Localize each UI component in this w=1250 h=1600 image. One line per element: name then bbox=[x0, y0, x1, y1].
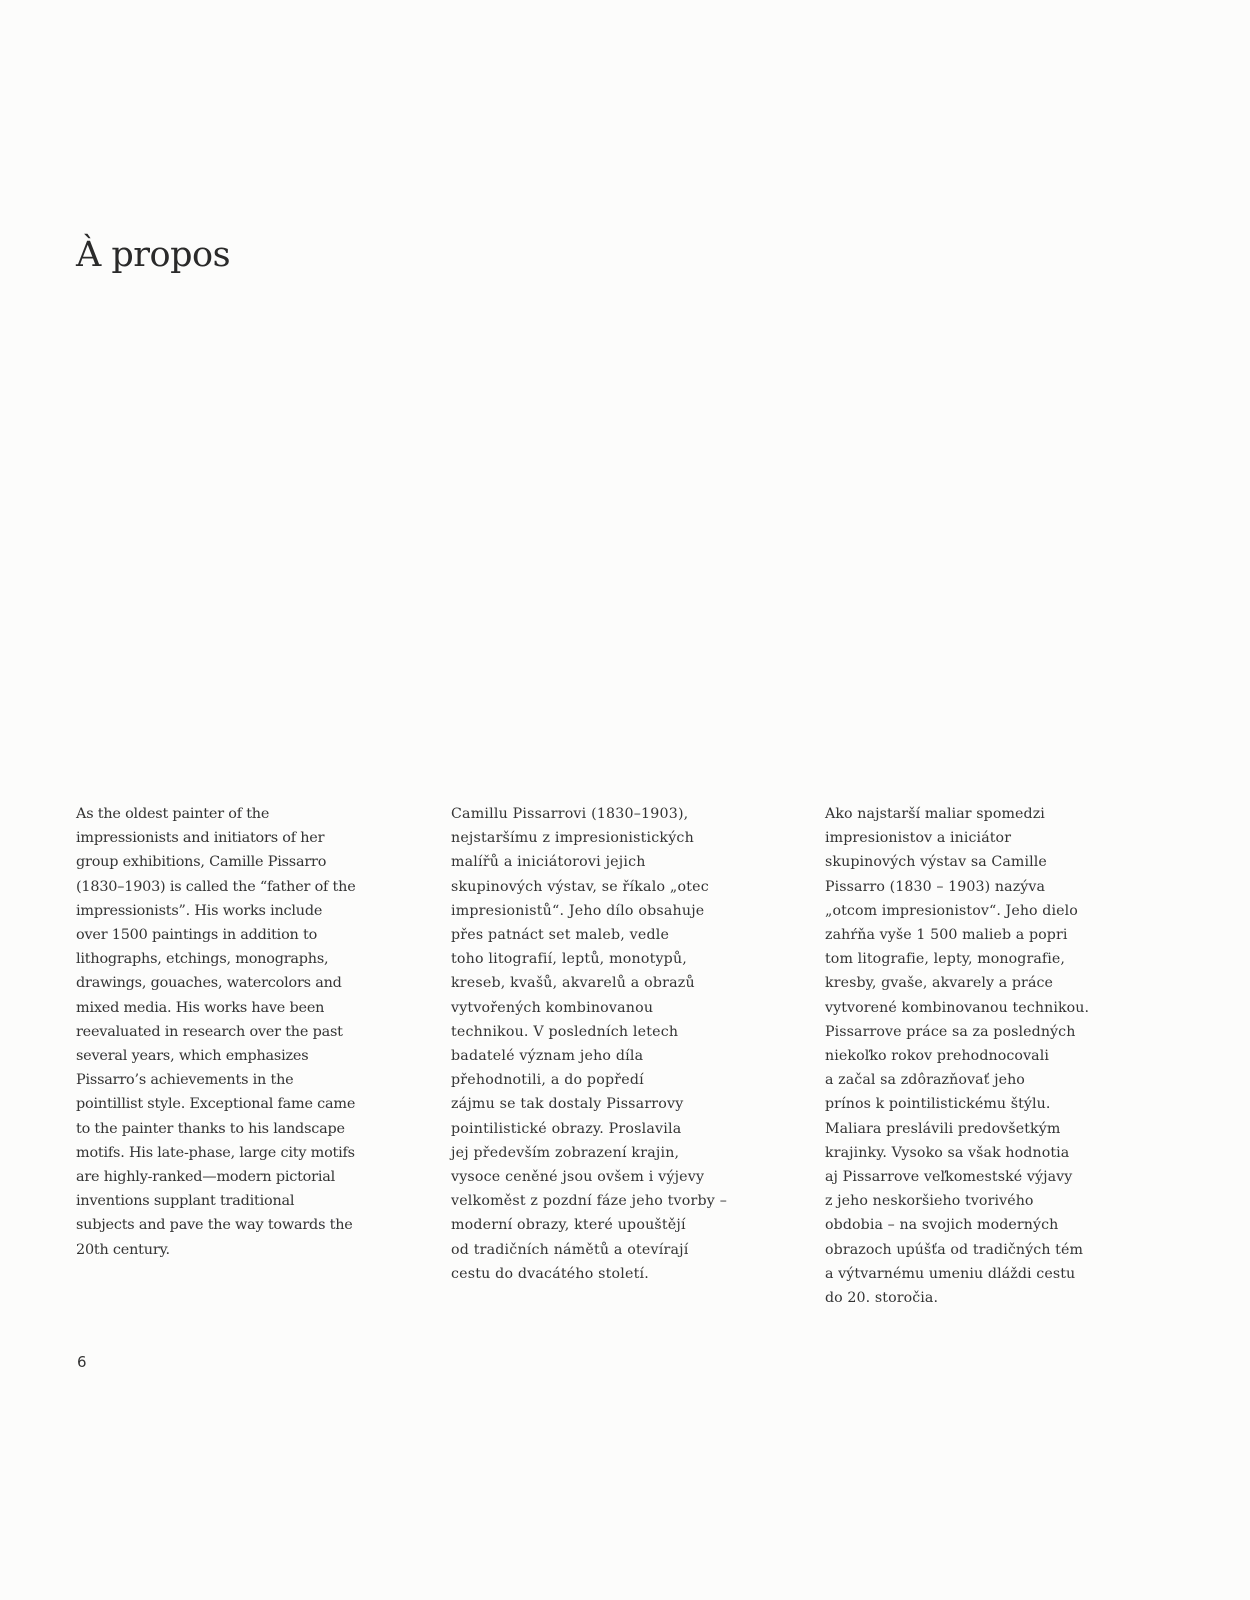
text-line: Pissarro (1830 – 1903) nazýva bbox=[825, 878, 1046, 895]
page-title: À propos bbox=[76, 235, 231, 275]
text-line: impresionistov a iniciátor bbox=[825, 830, 1012, 847]
text-line: group exhibitions, Camille Pissarro bbox=[76, 854, 327, 871]
text-line: prínos k pointilistickému štýlu. bbox=[825, 1096, 1051, 1113]
text-line: nejstaršímu z impresionistických bbox=[451, 830, 694, 847]
text-line: are highly-ranked—modern pictorial bbox=[76, 1169, 336, 1186]
text-column-english bbox=[76, 802, 416, 1262]
text-line: tom litografie, lepty, monografie, bbox=[825, 951, 1066, 968]
text-line: Ako najstarší maliar spomedzi bbox=[825, 806, 1045, 822]
text-line: subjects and pave the way towards the bbox=[76, 1217, 353, 1234]
text-line: kresby, gvaše, akvarely a práce bbox=[825, 975, 1054, 992]
text-line: vytvořených kombinovanou bbox=[451, 999, 654, 1016]
text-line: a výtvarnému umeniu dláždi cestu bbox=[825, 1265, 1076, 1282]
text-line: Maliara preslávili predovšetkým bbox=[825, 1120, 1061, 1137]
text-line: technikou. V posledních letech bbox=[451, 1023, 679, 1040]
text-line: vytvorené kombinovanou technikou. bbox=[825, 999, 1090, 1016]
text-line: As the oldest painter of the bbox=[76, 806, 270, 822]
text-line: jej především zobrazení krajin, bbox=[451, 1144, 680, 1161]
text-line: drawings, gouaches, watercolors and bbox=[76, 975, 342, 992]
text-line: several years, which emphasizes bbox=[76, 1048, 309, 1065]
text-line: (1830–1903) is called the “father of the bbox=[76, 878, 356, 895]
text-line: toho litografií, leptů, monotypů, bbox=[451, 951, 688, 968]
text-line: inventions supplant traditional bbox=[76, 1193, 295, 1210]
text-line: lithographs, etchings, monographs, bbox=[76, 951, 329, 968]
text-column-slovak bbox=[825, 802, 1165, 1310]
text-line: Pissarro’s achievements in the bbox=[76, 1072, 294, 1089]
text-line: reevaluated in research over the past bbox=[76, 1023, 343, 1040]
text-line: kreseb, kvašů, akvarelů a obrazů bbox=[451, 975, 695, 992]
text-line: do 20. storočia. bbox=[825, 1290, 939, 1307]
text-line: cestu do dvacátého století. bbox=[451, 1265, 649, 1282]
text-line: přes patnáct set maleb, vedle bbox=[451, 927, 670, 944]
text-line: Camillu Pissarrovi (1830–1903), bbox=[451, 806, 689, 822]
text-line: moderní obrazy, které upouštějí bbox=[451, 1217, 686, 1234]
text-line: 20th century. bbox=[76, 1241, 170, 1258]
text-line: obrazoch upúšťa od tradičných tém bbox=[825, 1241, 1084, 1258]
text-line: Pissarrove práce sa za posledných bbox=[825, 1023, 1076, 1040]
page-number: 6 bbox=[77, 1353, 87, 1371]
text-line: vysoce ceněné jsou ovšem i výjevy bbox=[451, 1169, 705, 1186]
text-line: aj Pissarrove veľkomestské výjavy bbox=[825, 1169, 1073, 1186]
text-line: niekoľko rokov prehodnocovali bbox=[825, 1048, 1050, 1065]
text-line: od tradičních námětů a otevírají bbox=[451, 1241, 689, 1258]
text-line: přehodnotili, a do popředí bbox=[451, 1072, 644, 1089]
text-line: z jeho neskoršieho tvorivého bbox=[825, 1193, 1034, 1210]
text-line: badatelé význam jeho díla bbox=[451, 1048, 644, 1065]
text-line: pointilistické obrazy. Proslavila bbox=[451, 1120, 682, 1137]
text-line: impresionistů“. Jeho dílo obsahuje bbox=[451, 902, 705, 919]
text-line: obdobia – na svojich moderných bbox=[825, 1217, 1059, 1234]
text-line: „otcom impresionistov“. Jeho dielo bbox=[825, 902, 1078, 919]
text-line: velkoměst z pozdní fáze jeho tvorby – bbox=[451, 1193, 727, 1210]
text-line: malířů a iniciátorovi jejich bbox=[451, 854, 646, 871]
text-line: krajinky. Vysoko sa však hodnotia bbox=[825, 1144, 1070, 1161]
text-line: zájmu se tak dostaly Pissarrovy bbox=[451, 1096, 684, 1113]
text-line: a začal sa zdôrazňovať jeho bbox=[825, 1072, 1025, 1089]
text-line: motifs. His late-phase, large city motifs bbox=[76, 1144, 355, 1161]
text-line: zahŕňa vyše 1 500 malieb a popri bbox=[825, 927, 1068, 944]
text-line: impressionists and initiators of her bbox=[76, 830, 325, 847]
text-line: skupinových výstav sa Camille bbox=[825, 854, 1047, 871]
text-line: mixed media. His works have been bbox=[76, 999, 325, 1016]
text-column-czech bbox=[451, 802, 791, 1286]
text-line: skupinových výstav, se říkalo „otec bbox=[451, 878, 709, 895]
text-line: to the painter thanks to his landscape bbox=[76, 1120, 345, 1137]
text-line: impressionists”. His works include bbox=[76, 902, 323, 919]
text-line: pointillist style. Exceptional fame came bbox=[76, 1096, 356, 1113]
text-line: over 1500 paintings in addition to bbox=[76, 927, 318, 944]
